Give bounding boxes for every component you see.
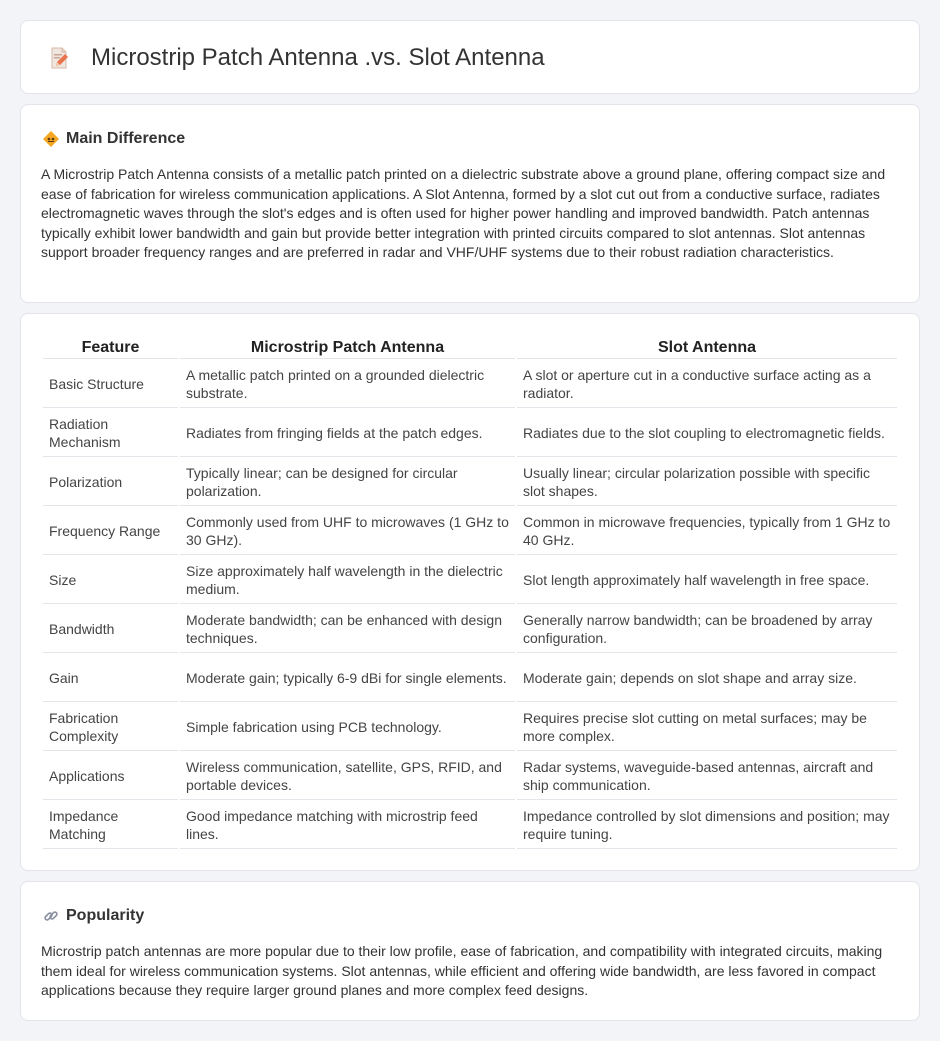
microstrip-cell: Typically linear; can be designed for circular polarization.: [180, 459, 515, 506]
feature-cell: Bandwidth: [43, 606, 178, 653]
microstrip-cell: A metallic patch printed on a grounded dielectric substrate.: [180, 361, 515, 408]
slot-cell: A slot or aperture cut in a conductive surface acting as a radiator.: [517, 361, 897, 408]
page-title: Microstrip Patch Antenna .vs. Slot Antenna: [91, 44, 545, 71]
table-row: [43, 802, 897, 849]
main-difference-title: Main Difference: [66, 129, 186, 147]
slot-cell: Slot length approximately half wavelength in free space.: [517, 557, 897, 604]
feature-cell: Frequency Range: [43, 508, 178, 555]
table-row: [43, 753, 897, 800]
table-row: [43, 606, 897, 653]
feature-cell: Radiation Mechanism: [43, 410, 178, 457]
feature-cell: Polarization: [43, 459, 178, 506]
table-row: [43, 410, 897, 457]
microstrip-cell: Moderate gain; typically 6-9 dBi for single elements.: [180, 655, 515, 702]
feature-cell: Fabrication Complexity: [43, 704, 178, 751]
table-header-row: [43, 338, 897, 359]
table-row: [43, 361, 897, 408]
slot-cell: Common in microwave frequencies, typically from 1 GHz to 40 GHz.: [517, 508, 897, 555]
main-difference-card: [20, 104, 920, 303]
table-row: [43, 557, 897, 604]
feature-cell: Size: [43, 557, 178, 604]
header-feature: Feature: [43, 338, 178, 359]
microstrip-cell: Commonly used from UHF to microwaves (1 GHz to 30 GHz).: [180, 508, 515, 555]
slot-cell: Moderate gain; depends on slot shape and array size.: [517, 655, 897, 702]
document-pencil-icon: [47, 46, 71, 70]
title-card: [20, 20, 920, 94]
microstrip-cell: Wireless communication, satellite, GPS, RFID, and portable devices.: [180, 753, 515, 800]
table-row: [43, 655, 897, 702]
popularity-text: Microstrip patch antennas are more popular due to their low profile, ease of fabrication, and compatibility with integrated circuits, making them ideal for wireless communication systems. Slot antennas, while efficient and offering wide bandwidth, are less favored in compact applications because they require larger ground planes and more complex feed designs.: [41, 943, 883, 998]
table-row: [43, 704, 897, 751]
slot-cell: Impedance controlled by slot dimensions and position; may require tuning.: [517, 802, 897, 849]
comparison-table: [41, 336, 899, 851]
slot-cell: Usually linear; circular polarization possible with specific slot shapes.: [517, 459, 897, 506]
link-icon: [43, 908, 59, 924]
feature-cell: Applications: [43, 753, 178, 800]
feature-cell: Basic Structure: [43, 361, 178, 408]
slot-cell: Generally narrow bandwidth; can be broadened by array configuration.: [517, 606, 897, 653]
microstrip-cell: Moderate bandwidth; can be enhanced with design techniques.: [180, 606, 515, 653]
popularity-card: [20, 881, 920, 1021]
popularity-title: Popularity: [66, 906, 145, 924]
diamond-icon: [43, 131, 59, 147]
table-row: [43, 508, 897, 555]
comparison-card: [20, 313, 920, 871]
microstrip-cell: Good impedance matching with microstrip feed lines.: [180, 802, 515, 849]
slot-cell: Radar systems, waveguide-based antennas, aircraft and ship communication.: [517, 753, 897, 800]
microstrip-cell: Size approximately half wavelength in the dielectric medium.: [180, 557, 515, 604]
main-difference-text: A Microstrip Patch Antenna consists of a metallic patch printed on a dielectric substrate above a ground plane, offering compact size and ease of fabrication for wireless communication applications. A Slot Antenna, formed by a slot cut out from a conductive surface, radiates electromagnetic waves through the slot's edges and is often used for higher power handling and improved bandwidth. Patch antennas typically exhibit lower bandwidth and gain but provide better integration with printed circuits compared to slot antennas. Slot antennas support broader frequency ranges and are preferred in radar and VHF/UHF systems due to their robust radiation characteristics.: [41, 166, 886, 260]
feature-cell: Gain: [43, 655, 178, 702]
microstrip-cell: Radiates from fringing fields at the patch edges.: [180, 410, 515, 457]
table-row: [43, 459, 897, 506]
header-microstrip: Microstrip Patch Antenna: [180, 338, 515, 359]
slot-cell: Requires precise slot cutting on metal surfaces; may be more complex.: [517, 704, 897, 751]
microstrip-cell: Simple fabrication using PCB technology.: [180, 704, 515, 751]
feature-cell: Impedance Matching: [43, 802, 178, 849]
slot-cell: Radiates due to the slot coupling to electromagnetic fields.: [517, 410, 897, 457]
header-slot: Slot Antenna: [517, 338, 897, 359]
